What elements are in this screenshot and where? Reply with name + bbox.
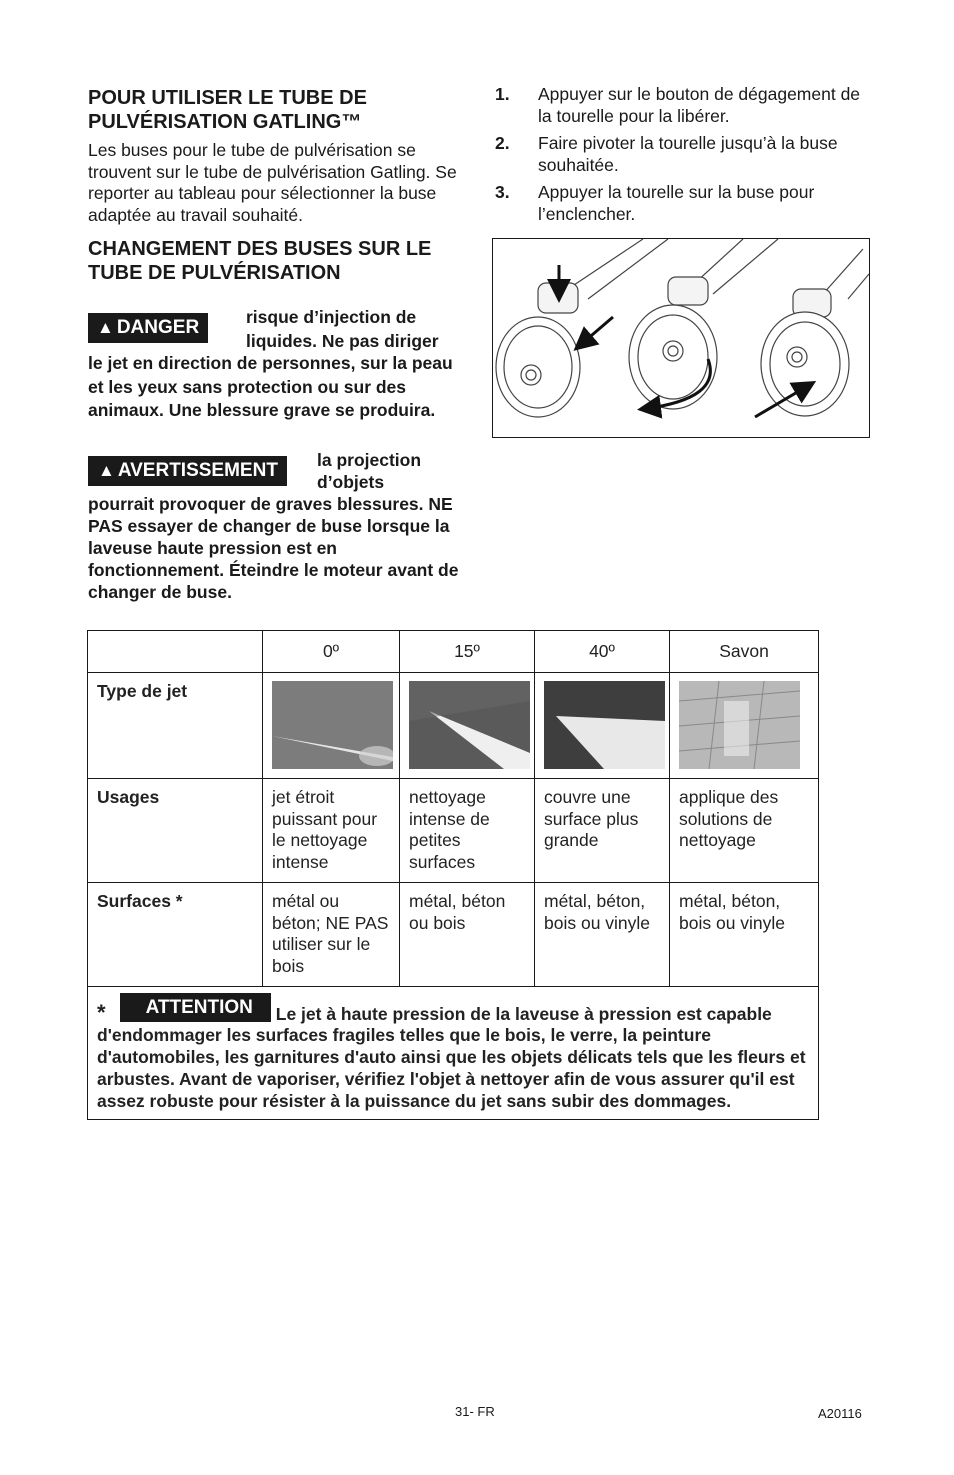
table-header-row: [88, 631, 819, 673]
jet-photo-cell: [535, 673, 670, 779]
jet-40-image: [544, 681, 665, 769]
table-header-cell: 0º: [263, 631, 400, 673]
table-header-cell: 40º: [535, 631, 670, 673]
table-row: [88, 779, 819, 883]
steps-list: [495, 84, 873, 231]
turret-illustration: [492, 238, 870, 438]
danger-text-rest: le jet en direction de personnes, sur la peau et les yeux sans protection ou sur des animaux. Une blessure grave se produira.: [88, 353, 453, 420]
attention-star: *: [97, 999, 106, 1025]
table-cell: nettoyage intense de petites surfaces: [400, 779, 535, 883]
table-cell: métal, béton, bois ou vinyle: [535, 882, 670, 986]
warning-text-rest: pourrait provoquer de graves blessures. NE PAS essayer de changer de buse lorsque la laveuse haute pression est en fonctionnement. Éteindre le moteur avant de changer de buse.: [88, 494, 459, 602]
warning-badge: ▲ AVERTISSEMENT: [88, 456, 287, 486]
jet-15-image: [409, 681, 530, 769]
table-header-cell: [88, 631, 263, 673]
table-cell: applique des solutions de nettoyage: [670, 779, 819, 883]
warning-text-side: la projection d’objets: [317, 450, 422, 492]
jet-0-image: [272, 681, 393, 769]
table-cell: métal, béton, bois ou vinyle: [670, 882, 819, 986]
table-cell: métal, béton ou bois: [400, 882, 535, 986]
jet-soap-image: [679, 681, 800, 769]
jet-photo-cell: [670, 673, 819, 779]
nozzle-table: [87, 630, 819, 1120]
row-label: Surfaces *: [88, 882, 263, 986]
document-code: A20116: [818, 1406, 862, 1421]
section-heading-change-nozzles: CHANGEMENT DES BUSES SUR LE TUBE DE PULVÉRISATION: [88, 237, 432, 284]
attention-row: [88, 986, 819, 1119]
table-header-cell: Savon: [670, 631, 819, 673]
table-cell: couvre une surface plus grande: [535, 779, 670, 883]
danger-text-side: risque d’injection de liquides. Ne pas diriger: [246, 307, 439, 351]
table-header-cell: 15º: [400, 631, 535, 673]
table-cell: métal ou béton; NE PAS utiliser sur le bois: [263, 882, 400, 986]
jet-photo-cell: [400, 673, 535, 779]
left-column: [88, 86, 460, 285]
attention-paragraph: [97, 996, 809, 1113]
warning-triangle-icon: ▲: [98, 461, 115, 480]
section-heading-gatling: POUR UTILISER LE TUBE DE PULVÉRISATION GATLING™: [88, 87, 367, 133]
row-label: Type de jet: [88, 673, 263, 779]
page-number: 31- FR: [455, 1404, 495, 1419]
danger-badge: ▲ DANGER: [88, 313, 236, 343]
table-cell: jet étroit puissant pour le nettoyage intense: [263, 779, 400, 883]
attention-text: Le jet à haute pression de la laveuse à pression est capable d'endommager les surfaces fragiles telles que le bois, le verre, la peinture d'automobiles, les garnitures d'auto ainsi que les objets délicats tels que les fleurs et arbustes. Avant de vaporiser, vérifiez l'objet à nettoyer afin de vous assurer qu'il est assez robuste pour résister à la puissance du jet sans subir des dommages.: [97, 1003, 806, 1111]
row-label: Usages: [88, 779, 263, 883]
table-row: [88, 882, 819, 986]
step-item: 1. Appuyer sur le bouton de dégagement de la tourelle pour la libérer.: [495, 84, 861, 126]
attention-cell: [88, 986, 819, 1119]
step-item: 3. Appuyer la tourelle sur la buse pour l’enclencher.: [495, 181, 815, 224]
warning-triangle-icon: ▲: [97, 318, 114, 337]
step-item: 2. Faire pivoter la tourelle jusqu’à la buse souhaitée.: [495, 132, 838, 175]
table-row: [88, 673, 819, 779]
gatling-paragraph: Les buses pour le tube de pulvérisation se trouvent sur le tube de pulvérisation Gatling. Se reporter au tableau pour sélectionner la buse adaptée au travail souhaité.: [88, 140, 457, 226]
attention-badge: ATTENTION: [120, 993, 271, 1022]
turret-drawing: [493, 239, 869, 437]
jet-photo-cell: [263, 673, 400, 779]
